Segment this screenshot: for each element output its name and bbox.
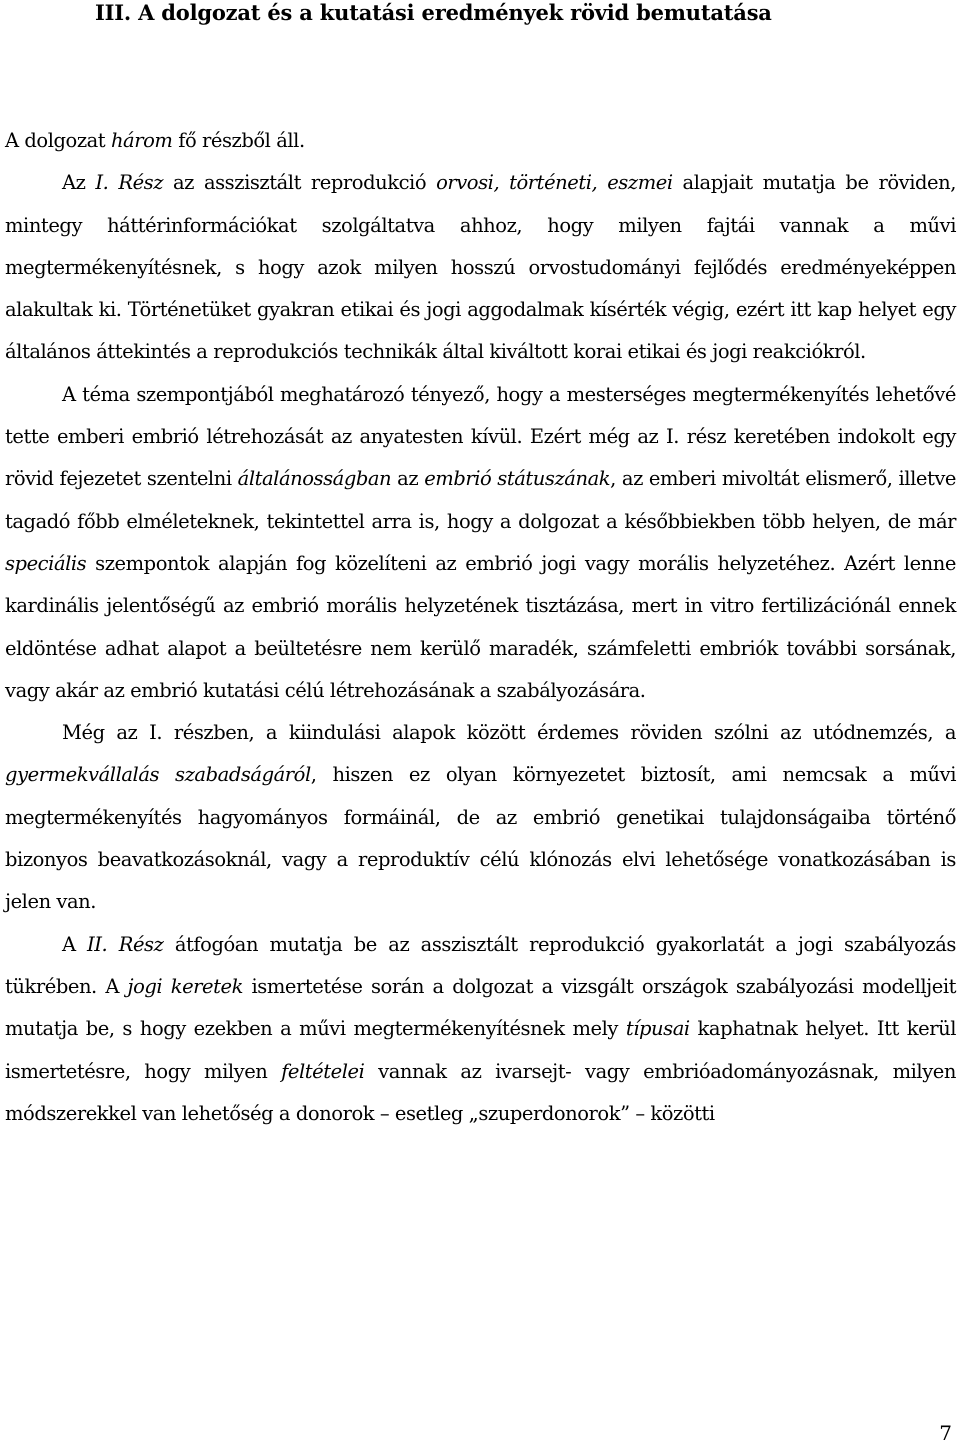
italic-text: speciális	[5, 551, 87, 575]
text-run: szempontok alapján fog közelíteni az embrió jogi vagy morális helyzetéhez. Azért lenne kardinális jelentőségű az embrió morális helyzetének tisztázása, mert in vitro fertilizációnál ennek eldöntése adhat alapot a beültetésre nem kerülő maradék, számfeletti embriók további sorsának, vagy akár az embrió kutatási célú létrehozásának a szabályozására.	[5, 551, 956, 702]
text-run: Az	[62, 171, 96, 195]
paragraph-reproductive-freedom	[5, 712, 956, 923]
italic-text: jogi keretek	[127, 974, 243, 998]
document-page	[5, 0, 956, 1135]
paragraph-embryo-status	[5, 374, 956, 712]
text-run: , hiszen ez olyan környezetet biztosít, ami nemcsak a művi megtermékenyítés hagyományos formáinál, de az embrió genetikai tulajdonságaiba történő bizonyos beavatkozásoknál, vagy a reproduktív célú klónozás elvi lehetősége vonatkozásában is jelen van.	[5, 763, 956, 914]
paragraph-part-two	[5, 924, 956, 1135]
text-run: átfogóan mutatja be az asszisztált reprodukció gyakorlatát a jogi szabályozás tükrében. A	[5, 932, 956, 998]
text-run: vannak az ivarsejt- vagy embrióadományozásnak, milyen módszerekkel van lehetőség a donorok – esetleg „szuperdonorok” – közötti	[5, 1059, 956, 1125]
intro-paragraph	[5, 120, 956, 162]
page-number: 7	[939, 1421, 952, 1445]
text-run: A dolgozat	[5, 129, 111, 152]
text-run: alapjait mutatja be röviden, mintegy háttérinformációkat szolgáltatva ahhoz, hogy milyen fajtái vannak a művi megtermékenyítésnek, s hogy azok milyen hosszú orvostudományi fejlődés eredményeképpen alakultak ki. Történetüket gyakran etikai és jogi aggodalmak kísérték végig, ezért itt kap helyet egy általános áttekintés a reprodukciós technikák által kiváltott korai etikai és jogi reakciókról.	[5, 171, 956, 364]
text-run: , az emberi mivoltát elismerő, illetve tagadó főbb elméleteknek, tekintettel arra is, hogy a dolgozat a későbbiekben több helyen, de már	[5, 467, 957, 533]
text-run: kaphatnak helyet. Itt kerül ismertetésre, hogy milyen	[5, 1017, 956, 1083]
text-run: az	[391, 467, 425, 491]
italic-text: orvosi, történeti, eszmei	[436, 171, 673, 195]
text-run: fő részből áll.	[172, 129, 305, 152]
italic-text: három	[110, 129, 173, 152]
italic-text: gyermekvállalás szabadságáról	[5, 763, 311, 787]
text-run: az asszisztált reprodukció	[163, 171, 437, 195]
section-heading: III. A dolgozat és a kutatási eredmények rövid bemutatása	[95, 0, 772, 25]
italic-text: embrió státuszának	[424, 467, 611, 491]
italic-text: I. Rész	[95, 171, 164, 195]
text-run: A téma szempontjából meghatározó tényező, hogy a mesterséges megtermékenyítés lehetővé tette emberi embrió létrehozását az anyatesten kívül. Ezért még az I. rész keretében indokolt egy rövid fejezetet szentelni	[5, 382, 956, 491]
text-run: A	[62, 932, 88, 956]
text-run: ismertetése során a dolgozat a vizsgált országok szabályozási modelljeit mutatja be, s hogy ezekben a művi megtermékenyítésnek mely	[5, 974, 957, 1041]
italic-text: általánosságban	[237, 467, 392, 491]
text-run: Még az I. részben, a kiindulási alapok között érdemes röviden szólni az utódnemzés, a	[62, 721, 956, 745]
italic-text: típusai	[625, 1017, 690, 1041]
italic-text: II. Rész	[87, 932, 164, 956]
paragraph-part-one	[5, 162, 956, 373]
italic-text: feltételei	[281, 1059, 365, 1083]
